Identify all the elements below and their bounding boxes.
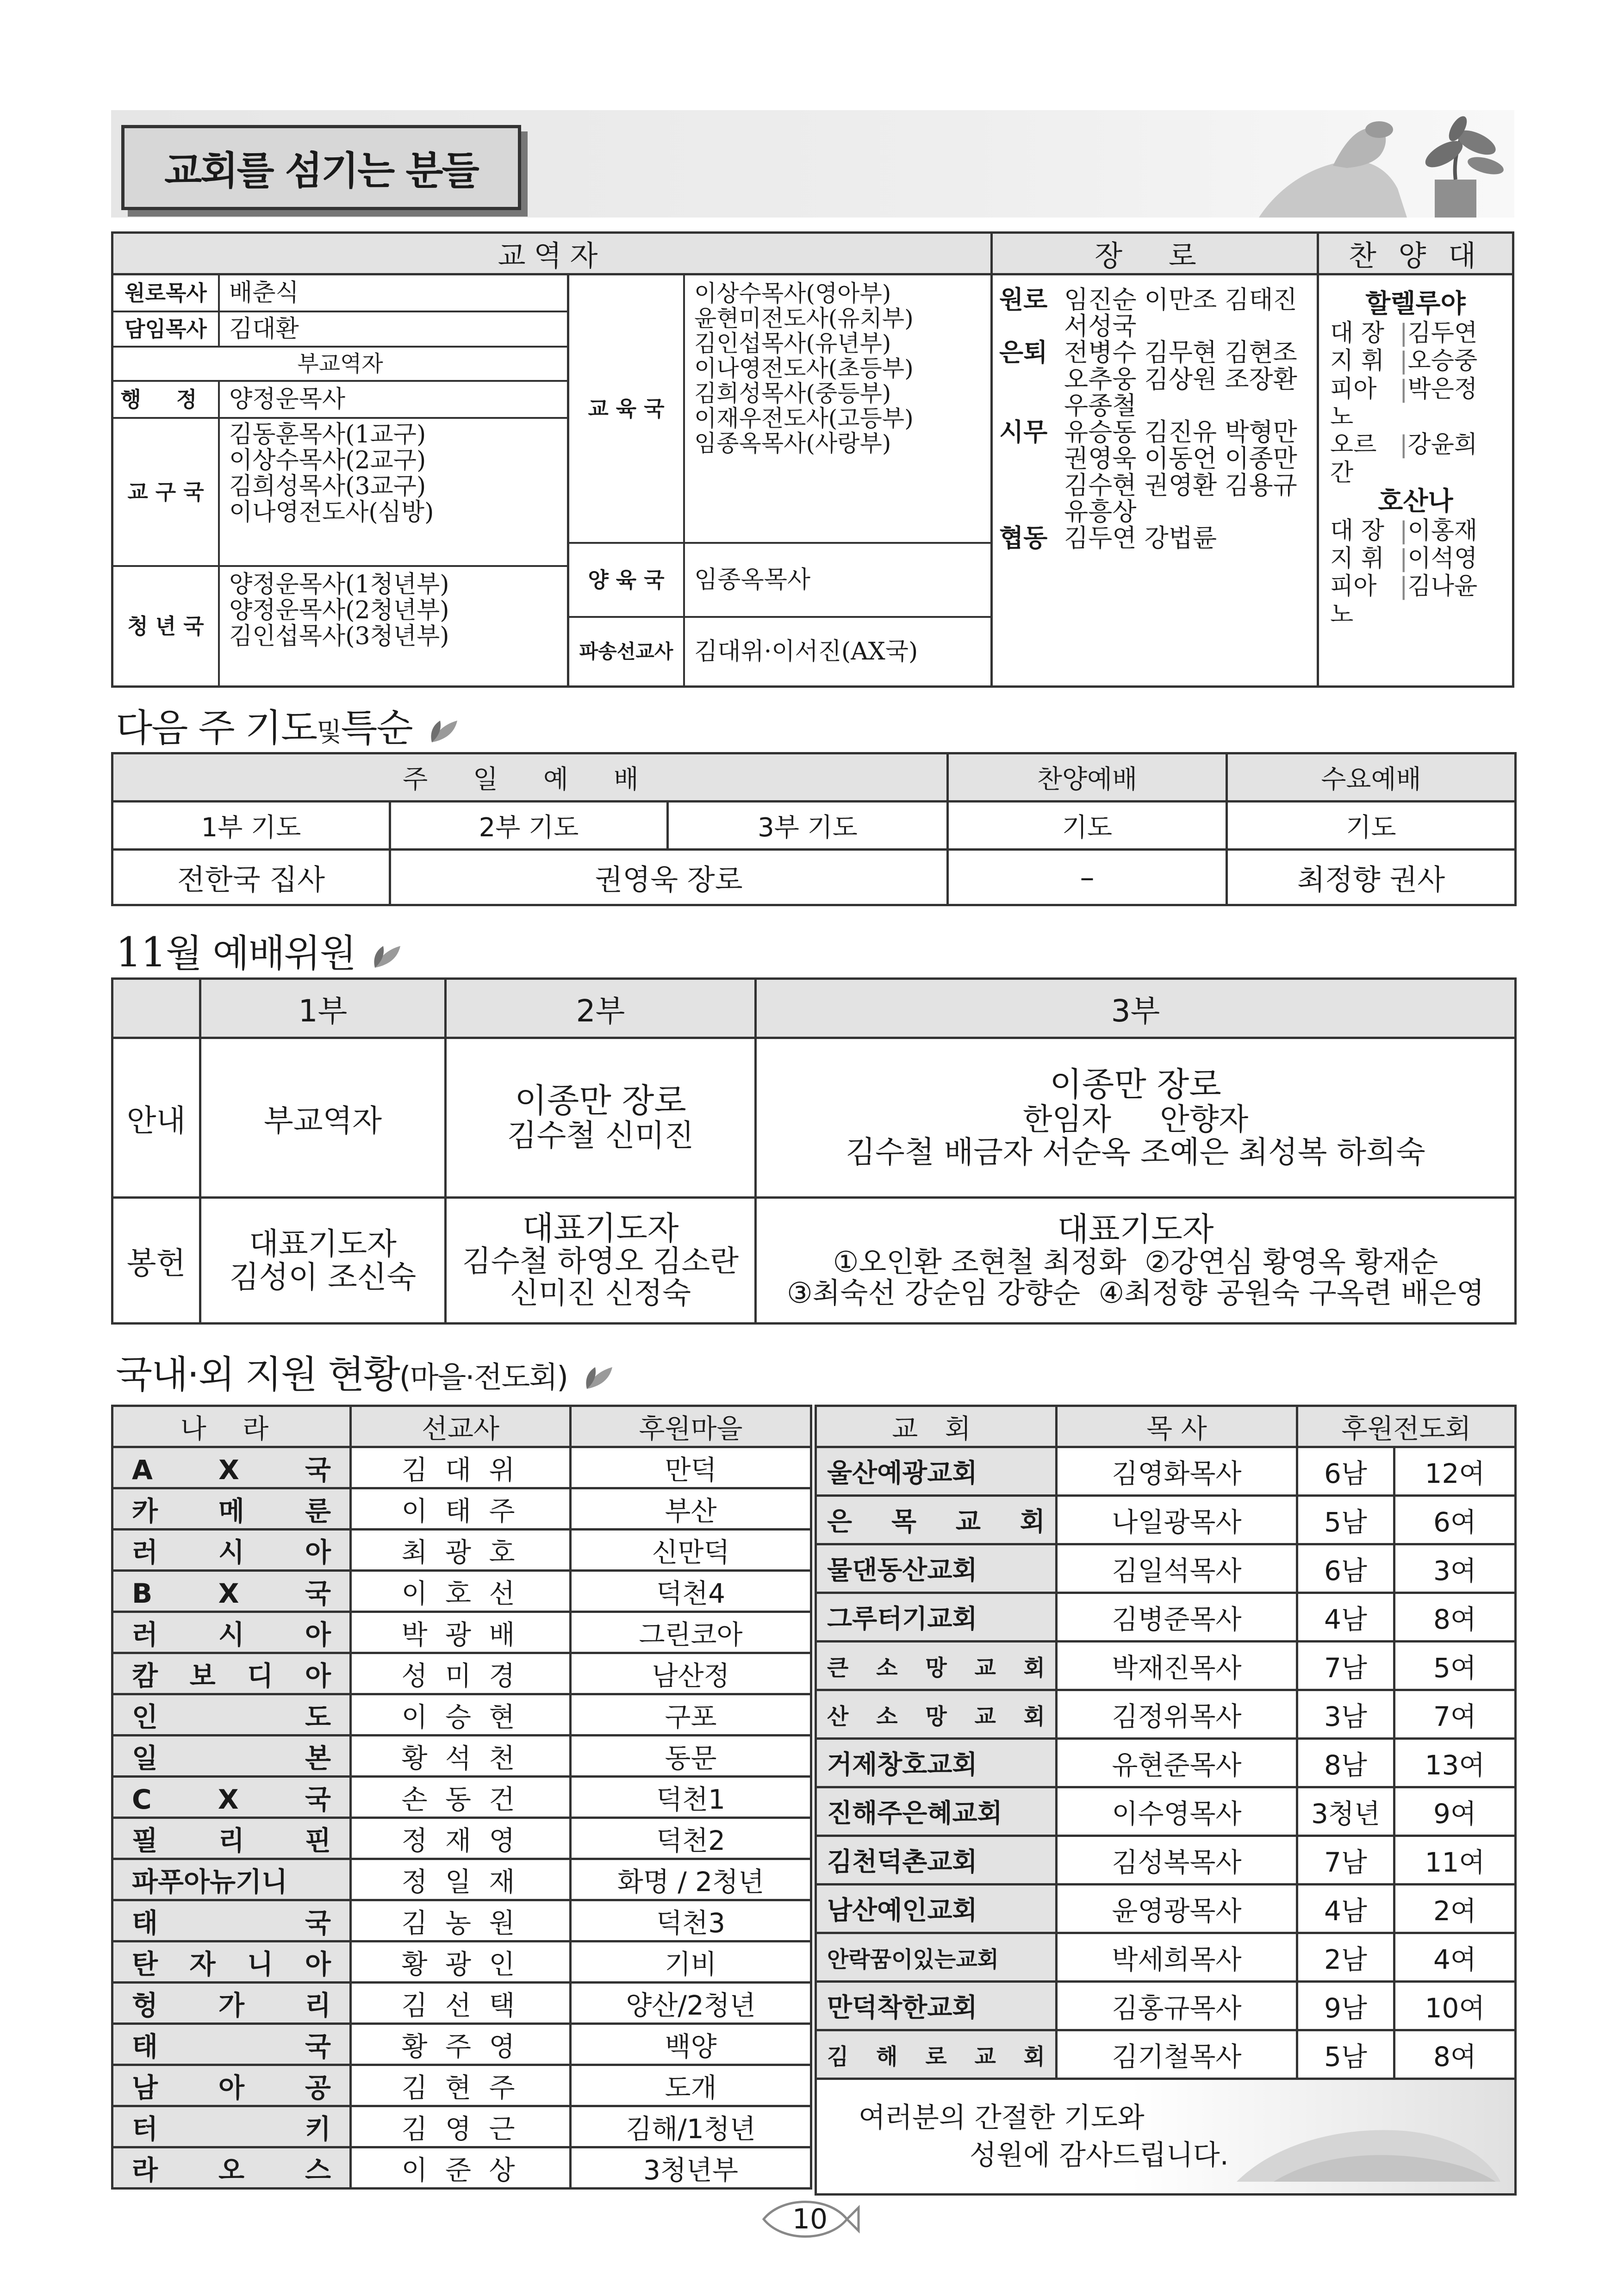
elder-names: 임진순 이만조 김태진 (1064, 285, 1297, 314)
elder-names: 전병수 김무현 김현조 (1064, 338, 1297, 367)
missionary-cell: 김 현 주 (351, 2065, 571, 2106)
country-cell: 러 시 아 (112, 1612, 351, 1653)
prayer-name: – (948, 850, 1227, 905)
admin-name: 양정운목사 (229, 386, 346, 413)
domestic-header: 목 사 (1057, 1406, 1297, 1447)
page-title: 교회를 섬기는 분들 (164, 148, 478, 193)
foreign-row (112, 1941, 811, 1983)
prayer-name: 권영욱 장로 (390, 850, 948, 905)
church-cell: 거제창호교회 (816, 1739, 1057, 1787)
youth-dept: 청 년 국 (113, 567, 220, 685)
pastor-cell: 김홍규목사 (1057, 1982, 1297, 2030)
prayer-name: 전한국 집사 (112, 850, 390, 905)
women-group-cell: 9여 (1394, 1787, 1516, 1836)
men-group-cell: 5남 (1297, 1496, 1394, 1544)
domestic-row (816, 1690, 1516, 1739)
youth-minister: 양정운목사(1청년부) (229, 571, 449, 598)
village-cell: 3청년부 (571, 2147, 811, 2189)
youth-minister: 양정운목사(2청년부) (229, 597, 449, 625)
country-cell: 필 리 핀 (112, 1818, 351, 1859)
pastor-cell: 나일광목사 (1057, 1496, 1297, 1544)
country-cell: 태 국 (112, 1900, 351, 1941)
choir-role: 대 장 (1330, 319, 1384, 347)
church-cell: 진해주은혜교회 (816, 1787, 1057, 1836)
choir-role: 피아노 (1330, 375, 1377, 431)
thanks-line: 성원에 감사드립니다. (970, 2139, 1229, 2172)
committee-col: 2부 (446, 979, 756, 1038)
ministers-header: 교역자 (498, 239, 606, 273)
men-group-cell: 5남 (1297, 2030, 1394, 2079)
domestic-row (816, 1496, 1516, 1544)
elder-names: 서성국 (1064, 311, 1137, 341)
pastor-cell: 김기철목사 (1057, 2030, 1297, 2079)
foreign-header: 나 라 (112, 1406, 351, 1447)
missionary-cell: 김 대 위 (351, 1447, 571, 1488)
church-cell: 만덕착한교회 (816, 1982, 1057, 2030)
church-cell: 울산예광교회 (816, 1447, 1057, 1496)
country-cell: 태 국 (112, 2024, 351, 2065)
missionary-cell: 이 호 선 (351, 1571, 571, 1612)
choir-role: 피아노 (1330, 572, 1377, 628)
missionary-cell: 이 태 주 (351, 1488, 571, 1530)
elder-group-label: 원로 (999, 285, 1048, 314)
foreign-row (112, 2065, 811, 2106)
foreign-row (112, 1612, 811, 1653)
men-group-cell: 4남 (1297, 1593, 1394, 1642)
church-cell: 큰 소 망 교 회 (816, 1642, 1057, 1690)
offering-label: 봉헌 (112, 1198, 200, 1324)
offering-c2-line: 신미진 신정숙 (510, 1276, 691, 1311)
guide-c2-line: 김수철 신미진 (507, 1118, 694, 1154)
domestic-header: 교 회 (816, 1406, 1057, 1447)
missionary-cell: 김 영 근 (351, 2106, 571, 2147)
choir-role: 지 휘 (1330, 347, 1384, 375)
elders-header: 장 로 (1095, 239, 1215, 273)
elder-names: 유흥상 (1064, 497, 1137, 526)
guide-c2-line: 이종만 장로 (515, 1081, 686, 1120)
foreign-row (112, 1777, 811, 1818)
church-cell: 은 목 교 회 (816, 1496, 1057, 1544)
country-cell: A X 국 (112, 1447, 351, 1488)
village-cell: 구포 (571, 1694, 811, 1736)
domestic-row (816, 1447, 1516, 1496)
missionary-cell: 정 재 영 (351, 1818, 571, 1859)
country-cell: 러 시 아 (112, 1530, 351, 1571)
elder-names: 김두연 강법륜 (1064, 523, 1217, 553)
foreign-row (112, 1694, 811, 1736)
domestic-row (816, 2030, 1516, 2079)
prayer-slot: 기도 (948, 802, 1227, 850)
associate-header: 부교역자 (113, 348, 567, 382)
domestic-row (816, 1836, 1516, 1885)
header-title-box (121, 125, 521, 210)
offering-c1-line: 대표기도자 (249, 1226, 397, 1262)
men-group-cell: 6남 (1297, 1544, 1394, 1593)
elder-names: 유승동 김진유 박형만 (1064, 417, 1297, 447)
choir-member: 강윤희 (1407, 431, 1478, 459)
choir-role: 대 장 (1330, 516, 1384, 545)
missionary-name: 김대위·이서진(AX국) (694, 638, 918, 666)
prayer-slot: 기도 (1227, 802, 1516, 850)
pastor-cell: 김병준목사 (1057, 1593, 1297, 1642)
choir-role: 오르간 (1330, 431, 1377, 487)
foreign-header: 후원마을 (571, 1406, 811, 1447)
church-cell: 물댄동산교회 (816, 1544, 1057, 1593)
choir-member: 박은정 (1407, 375, 1478, 403)
education-minister: 이나영전도사(초등부) (694, 355, 914, 382)
missionary-cell: 성 미 경 (351, 1653, 571, 1694)
committee-title-month: 11 (116, 928, 166, 976)
offering-c3-line: ③최숙선 강순임 강향순 ④최정향 공원숙 구옥련 배은영 (787, 1276, 1484, 1310)
prayer-title: 다음 주 기도 (116, 706, 317, 750)
page-number: 10 (792, 2203, 828, 2235)
leaf-icon (582, 1363, 615, 1391)
country-cell: 남 아 공 (112, 2065, 351, 2106)
offering-c2-line: 대표기도자 (522, 1209, 679, 1247)
missionary-cell: 김 선 택 (351, 1983, 571, 2024)
offering-c2-line: 김수철 하영오 김소란 (462, 1244, 739, 1279)
guide-c3-line: 김수철 배금자 서순옥 조예은 최성복 하희숙 (846, 1134, 1425, 1170)
foreign-row (112, 2106, 811, 2147)
domestic-row (816, 1982, 1516, 2030)
domestic-support-table (815, 1405, 1517, 2196)
education-minister: 김희성목사(중등부) (694, 380, 891, 407)
pastor-cell: 박재진목사 (1057, 1642, 1297, 1690)
pastor-cell: 윤영광목사 (1057, 1885, 1297, 1933)
country-cell: 캄 보 디 아 (112, 1653, 351, 1694)
senior-role: 담임목사 (113, 312, 220, 346)
foreign-row (112, 2147, 811, 2189)
foreign-row (112, 1736, 811, 1777)
hands-illustration (1218, 2089, 1505, 2186)
domestic-row (816, 1933, 1516, 1982)
village-cell: 덕천1 (571, 1777, 811, 1818)
women-group-cell: 3여 (1394, 1544, 1516, 1593)
pastor-cell: 박세희목사 (1057, 1933, 1297, 1982)
foreign-row (112, 1983, 811, 2024)
country-cell: 탄 자 니 아 (112, 1941, 351, 1983)
domestic-row (816, 1593, 1516, 1642)
men-group-cell: 3남 (1297, 1690, 1394, 1739)
country-cell: 라 오 스 (112, 2147, 351, 2189)
village-cell: 백양 (571, 2024, 811, 2065)
choir-member: 김두연 (1407, 319, 1478, 347)
committee-title-text: 월 예배위원 (165, 932, 356, 976)
committee-col: 3부 (756, 979, 1516, 1038)
wednesday-service-header: 수요예배 (1227, 753, 1516, 802)
nurture-dept: 양 육 국 (569, 544, 685, 616)
village-cell: 동문 (571, 1736, 811, 1777)
village-cell: 신만덕 (571, 1530, 811, 1571)
education-minister: 윤현미전도사(유치부) (694, 305, 914, 332)
women-group-cell: 12여 (1394, 1447, 1516, 1496)
men-group-cell: 4남 (1297, 1885, 1394, 1933)
offering-c3-line: 대표기도자 (1057, 1210, 1214, 1248)
village-cell: 도개 (571, 2065, 811, 2106)
education-minister: 이재우전도사(고등부) (694, 405, 914, 432)
missionary-cell: 김 농 원 (351, 1900, 571, 1941)
foreign-row (112, 2024, 811, 2065)
ministers-right (569, 275, 993, 685)
country-cell: 인 도 (112, 1694, 351, 1736)
staff-section (111, 231, 1514, 688)
nurture-name: 임종옥목사 (694, 566, 811, 594)
elder-group-label: 시무 (999, 417, 1048, 447)
leaf-icon (427, 717, 460, 745)
page-number-badge (759, 2194, 861, 2245)
youth-minister: 김인섭목사(3청년부) (229, 622, 449, 651)
country-cell: 터 키 (112, 2106, 351, 2147)
men-group-cell: 3청년 (1297, 1787, 1394, 1836)
pastor-cell: 김성복목사 (1057, 1836, 1297, 1885)
missionary-cell: 황 광 인 (351, 1941, 571, 1983)
foreign-row (112, 1571, 811, 1612)
prayer-slot: 2부 기도 (390, 802, 668, 850)
pastor-cell: 이수영목사 (1057, 1787, 1297, 1836)
domestic-header: 후원전도회 (1297, 1406, 1516, 1447)
church-cell: 김 해 로 교 회 (816, 2030, 1057, 2079)
elder-names: 우종철 (1064, 391, 1137, 420)
support-section-title (116, 1344, 615, 1399)
men-group-cell: 7남 (1297, 1836, 1394, 1885)
foreign-row (112, 1859, 811, 1900)
education-minister: 임종옥목사(사랑부) (694, 430, 891, 457)
village-cell: 만덕 (571, 1447, 811, 1488)
elder-group-label: 협동 (999, 523, 1048, 553)
women-group-cell: 13여 (1394, 1739, 1516, 1787)
church-cell: 그루터기교회 (816, 1593, 1057, 1642)
hand-plant-illustration (1240, 110, 1514, 218)
guide-label: 안내 (112, 1038, 200, 1198)
village-cell: 부산 (571, 1488, 811, 1530)
foreign-row (112, 1530, 811, 1571)
choir-member: 이석영 (1407, 545, 1478, 573)
choir-role: 지 휘 (1330, 545, 1384, 573)
education-minister: 이상수목사(영아부) (694, 280, 891, 307)
village-cell: 김해/1청년 (571, 2106, 811, 2147)
domestic-row (816, 1642, 1516, 1690)
choir-name: 할렐루야 (1365, 289, 1466, 319)
education-dept: 교 육 국 (569, 275, 685, 542)
women-group-cell: 2여 (1394, 1885, 1516, 1933)
men-group-cell: 8남 (1297, 1739, 1394, 1787)
village-cell: 덕천4 (571, 1571, 811, 1612)
country-cell: B X 국 (112, 1571, 351, 1612)
domestic-row (816, 1885, 1516, 1933)
admin-dept: 행 정 (113, 382, 220, 417)
men-group-cell: 7남 (1297, 1642, 1394, 1690)
women-group-cell: 7여 (1394, 1690, 1516, 1739)
choir-member: 오승중 (1407, 347, 1478, 375)
country-cell: 일 본 (112, 1736, 351, 1777)
village-cell: 양산/2청년 (571, 1983, 811, 2024)
missionary-cell: 이 준 상 (351, 2147, 571, 2189)
pastor-cell: 김일석목사 (1057, 1544, 1297, 1593)
church-cell: 김천덕촌교회 (816, 1836, 1057, 1885)
committee-col: 1부 (200, 979, 446, 1038)
village-cell: 덕천3 (571, 1900, 811, 1941)
women-group-cell: 10여 (1394, 1982, 1516, 2030)
guide-c1: 부교역자 (200, 1038, 446, 1198)
church-cell: 안락꿈이있는교회 (816, 1933, 1057, 1982)
offering-c1-line: 김성이 조신숙 (229, 1259, 417, 1295)
committee-table (111, 977, 1517, 1325)
men-group-cell: 9남 (1297, 1982, 1394, 2030)
prayer-slot: 1부 기도 (112, 802, 390, 850)
men-group-cell: 6남 (1297, 1447, 1394, 1496)
sunday-service-header: 주 일 예 배 (112, 753, 948, 802)
pastor-cell: 유현준목사 (1057, 1739, 1297, 1787)
senior-name: 김대환 (229, 315, 299, 343)
foreign-row (112, 1488, 811, 1530)
thanks-line: 여러분의 간절한 기도와 (859, 2101, 1145, 2134)
men-group-cell: 2남 (1297, 1933, 1394, 1982)
prayer-slot: 3부 기도 (668, 802, 948, 850)
committee-section-title (116, 923, 403, 977)
foreign-row (112, 1653, 811, 1694)
district-minister: 이나영전도사(심방) (229, 498, 434, 527)
elder-names: 오추웅 김상원 조장환 (1064, 364, 1297, 394)
country-cell: 헝 가 리 (112, 1983, 351, 2024)
prayer-section-title (116, 698, 460, 752)
foreign-header: 선교사 (351, 1406, 571, 1447)
women-group-cell: 8여 (1394, 2030, 1516, 2079)
village-cell: 덕천2 (571, 1818, 811, 1859)
missionary-cell: 최 광 호 (351, 1530, 571, 1571)
domestic-row (816, 1739, 1516, 1787)
women-group-cell: 11여 (1394, 1836, 1516, 1885)
leaf-icon (370, 942, 403, 970)
foreign-row (112, 1818, 811, 1859)
women-group-cell: 5여 (1394, 1642, 1516, 1690)
prayer-name: 최정향 권사 (1227, 850, 1516, 905)
women-group-cell: 8여 (1394, 1593, 1516, 1642)
foreign-support-table (111, 1405, 812, 2190)
pastor-cell: 김영화목사 (1057, 1447, 1297, 1496)
missionary-cell: 황 주 영 (351, 2024, 571, 2065)
district-dept: 교 구 국 (113, 419, 220, 565)
emeritus-name: 배춘식 (229, 279, 299, 307)
country-cell: 카 메 룬 (112, 1488, 351, 1530)
guide-c3-line: 이종만 장로 (1050, 1064, 1221, 1104)
foreign-row (112, 1447, 811, 1488)
missionary-dept: 파송선교사 (569, 618, 685, 685)
women-group-cell: 6여 (1394, 1496, 1516, 1544)
church-cell: 산 소 망 교 회 (816, 1690, 1057, 1739)
education-minister: 김인섭목사(유년부) (694, 330, 891, 357)
missionary-cell: 손 동 건 (351, 1777, 571, 1818)
elder-names: 김수현 권영환 김용규 (1064, 470, 1297, 500)
country-cell: C X 국 (112, 1777, 351, 1818)
village-cell: 남산정 (571, 1653, 811, 1694)
foreign-row (112, 1900, 811, 1941)
praise-service-header: 찬양예배 (948, 753, 1227, 802)
elder-names: 권영욱 이동언 이종만 (1064, 444, 1297, 473)
country-cell: 파푸아뉴기니 (112, 1859, 351, 1900)
district-minister: 김동훈목사(1교구) (229, 421, 426, 448)
prayer-title-end: 특순 (341, 706, 412, 750)
ministers-left (113, 275, 569, 685)
prayer-title-small: 및 (317, 717, 341, 747)
choir-name: 호산나 (1378, 486, 1453, 516)
district-minister: 김희성목사(3교구) (229, 473, 426, 501)
support-title-paren: (마을·전도회) (399, 1361, 568, 1395)
guide-c3-line: 한임자 안향자 (1022, 1101, 1249, 1137)
support-title: 국내·외 지원 현황 (116, 1353, 399, 1397)
women-group-cell: 4여 (1394, 1933, 1516, 1982)
pastor-cell: 김정위목사 (1057, 1690, 1297, 1739)
village-cell: 화명 / 2청년 (571, 1859, 811, 1900)
village-cell: 기비 (571, 1941, 811, 1983)
village-cell: 그린코아 (571, 1612, 811, 1653)
choir-list: 할렐루야 대 장 | 김두연 지 휘 | 오승중 피아노 | 박은정 오르간 | 강윤희 호산나 대 장 | 이홍재 지 휘 | 이석영 피아노 | 김나윤 (1319, 275, 1512, 685)
choir-header: 찬 양 대 (1348, 239, 1483, 273)
emeritus-role: 원로목사 (113, 275, 220, 311)
elders-list (993, 275, 1319, 685)
prayer-table (111, 752, 1517, 906)
missionary-cell: 정 일 재 (351, 1859, 571, 1900)
choir-member: 이홍재 (1407, 516, 1478, 545)
missionary-cell: 이 승 현 (351, 1694, 571, 1736)
church-cell: 남산예인교회 (816, 1885, 1057, 1933)
offering-c3-line: ①오인환 조현철 최정화 ②강연심 황영옥 황재순 (833, 1245, 1438, 1279)
choir-member: 김나윤 (1407, 572, 1478, 601)
domestic-row (816, 1544, 1516, 1593)
missionary-cell: 황 석 천 (351, 1736, 571, 1777)
missionary-cell: 박 광 배 (351, 1612, 571, 1653)
domestic-row (816, 1787, 1516, 1836)
elder-group-label: 은퇴 (999, 338, 1048, 367)
district-minister: 이상수목사(2교구) (229, 447, 426, 475)
